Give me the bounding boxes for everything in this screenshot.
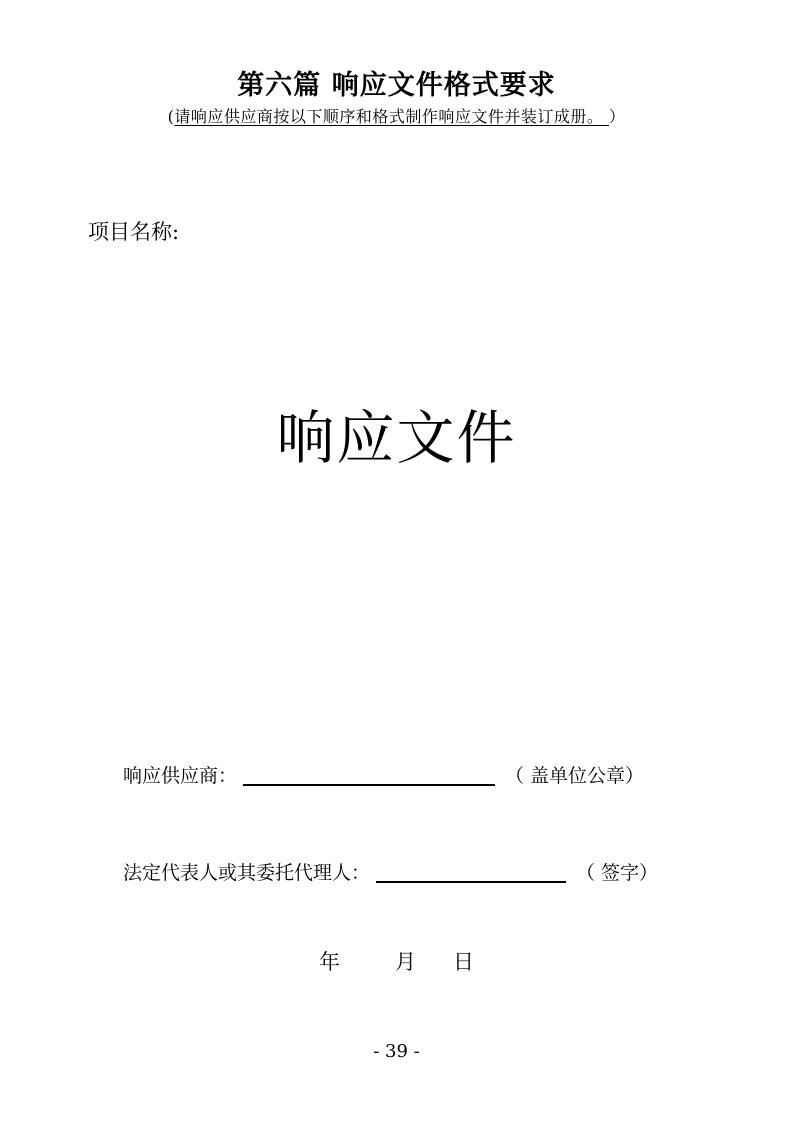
instruction-open-paren: ( bbox=[167, 107, 175, 126]
instruction-underlined-text: 请响应供应商按以下顺序和格式制作响应文件并装订成册。 bbox=[174, 107, 609, 126]
supplier-line bbox=[123, 763, 644, 790]
page-number: - 39 - bbox=[373, 1041, 420, 1062]
section-title: 第六篇 响应文件格式要求 bbox=[237, 70, 556, 101]
date-day-label: 日 bbox=[453, 950, 474, 974]
project-name-label: 项目名称: bbox=[88, 220, 180, 244]
instruction-close-paren: ） bbox=[608, 107, 626, 126]
agent-line bbox=[123, 860, 658, 887]
cover-title: 响应文件 bbox=[276, 404, 517, 472]
date-line bbox=[0, 949, 793, 976]
agent-signature-note: （ 签字） bbox=[576, 862, 659, 884]
date-year-label: 年 bbox=[319, 950, 340, 974]
supplier-label: 响应供应商： bbox=[123, 765, 238, 787]
agent-label: 法定代表人或其委托代理人： bbox=[123, 862, 371, 884]
instruction-note bbox=[0, 106, 793, 128]
supplier-seal-note: （ 盖单位公章） bbox=[505, 765, 645, 787]
project-name-line bbox=[88, 219, 179, 246]
supplier-blank-line bbox=[243, 767, 495, 786]
agent-blank-line bbox=[376, 864, 566, 883]
date-month-label: 月 bbox=[395, 950, 416, 974]
